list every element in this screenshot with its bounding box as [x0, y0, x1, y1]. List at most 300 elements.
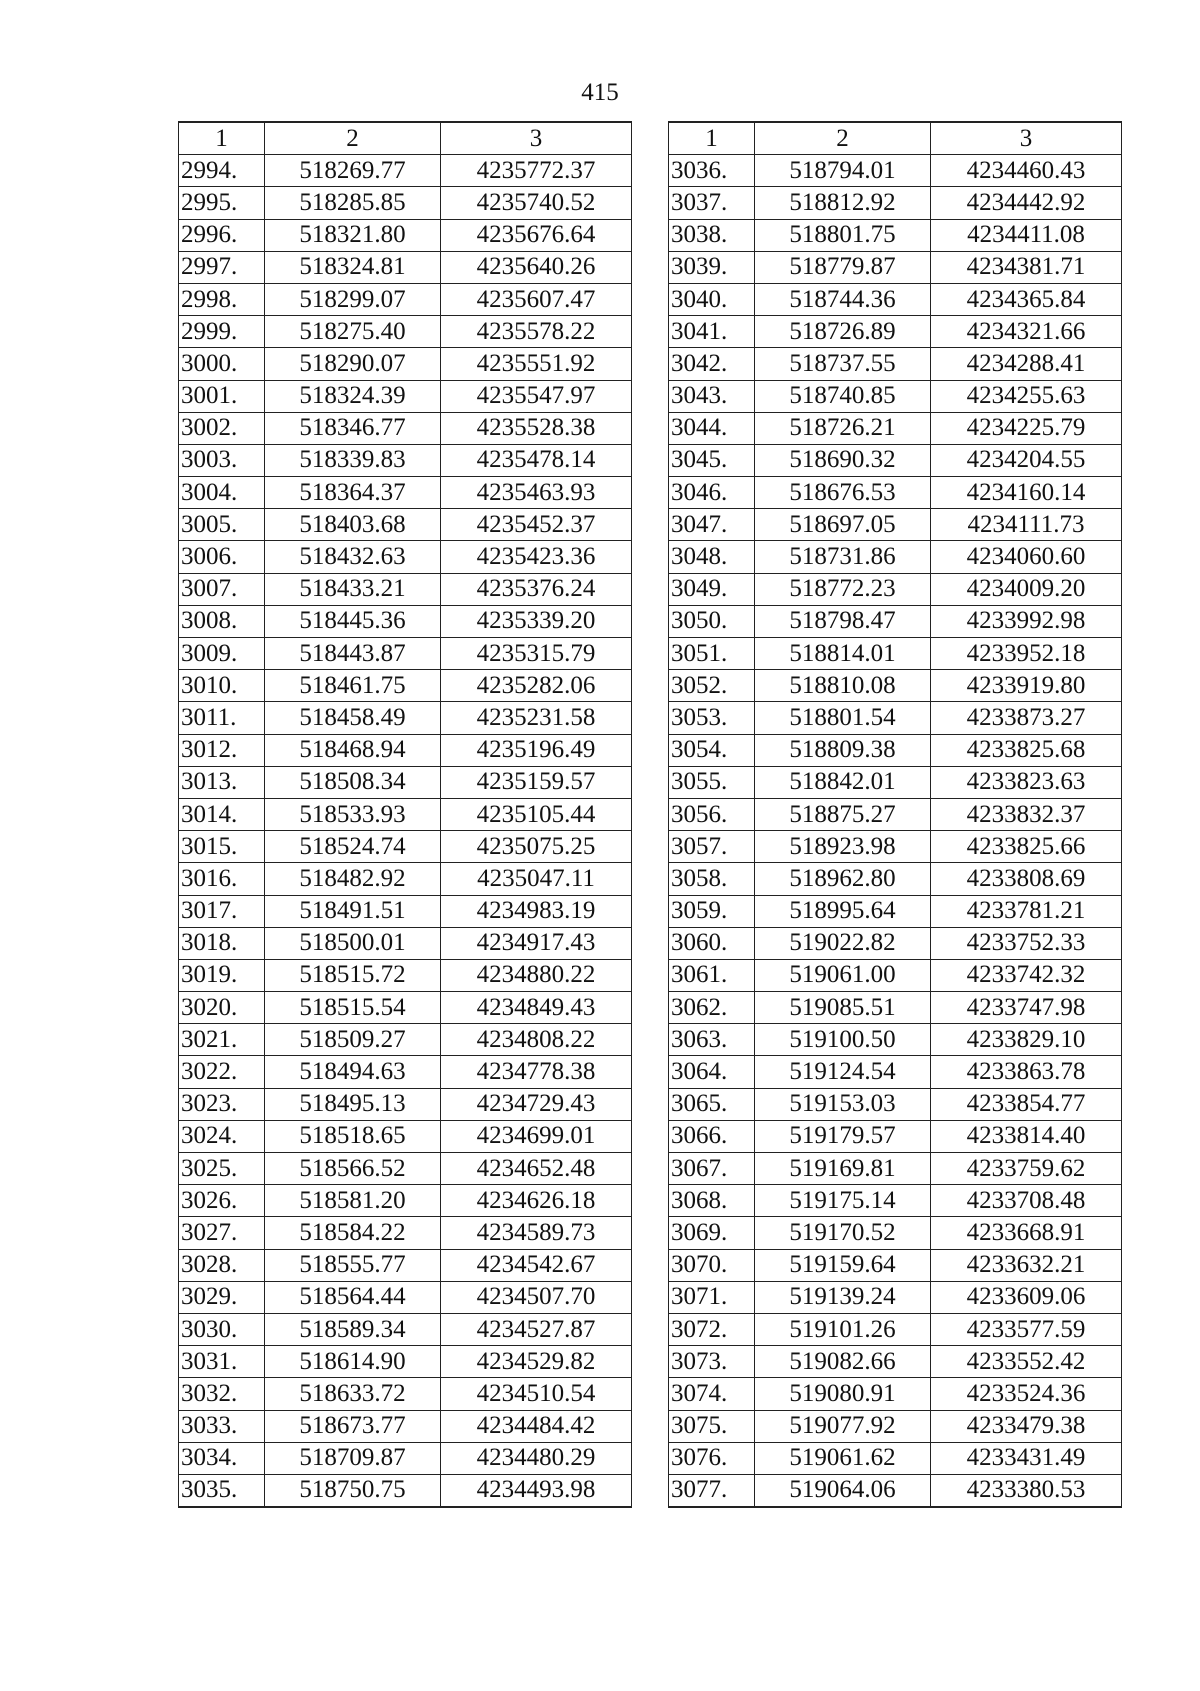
table-header-row: [179, 122, 632, 155]
point-number-cell: 3041.: [669, 316, 755, 348]
x-coordinate-cell: 518750.75: [265, 1474, 441, 1507]
y-coordinate-cell: 4234542.67: [441, 1249, 632, 1281]
y-coordinate-cell: 4234849.43: [441, 992, 632, 1024]
x-coordinate-cell: 518633.72: [265, 1378, 441, 1410]
y-coordinate-cell: 4235159.57: [441, 766, 632, 798]
x-coordinate-cell: 519170.52: [755, 1217, 931, 1249]
y-coordinate-cell: 4235423.36: [441, 541, 632, 573]
y-coordinate-cell: 4234160.14: [931, 477, 1122, 509]
table-row: [179, 1120, 632, 1152]
point-number-cell: 3030.: [179, 1313, 265, 1345]
point-number-cell: 2996.: [179, 219, 265, 251]
table-row: [669, 412, 1122, 444]
y-coordinate-cell: 4234225.79: [931, 412, 1122, 444]
y-coordinate-cell: 4235640.26: [441, 251, 632, 283]
y-coordinate-cell: 4233668.91: [931, 1217, 1122, 1249]
table-row: [179, 992, 632, 1024]
column-header-number: 1: [669, 122, 755, 155]
point-number-cell: 3004.: [179, 477, 265, 509]
x-coordinate-cell: 518709.87: [265, 1442, 441, 1474]
point-number-cell: 2999.: [179, 316, 265, 348]
y-coordinate-cell: 4233854.77: [931, 1088, 1122, 1120]
y-coordinate-cell: 4235282.06: [441, 670, 632, 702]
y-coordinate-cell: 4233759.62: [931, 1153, 1122, 1185]
point-number-cell: 3013.: [179, 766, 265, 798]
table-row: [179, 1185, 632, 1217]
y-coordinate-cell: 4234699.01: [441, 1120, 632, 1152]
x-coordinate-cell: 518458.49: [265, 702, 441, 734]
table-row: [669, 863, 1122, 895]
y-coordinate-cell: 4235463.93: [441, 477, 632, 509]
y-coordinate-cell: 4234442.92: [931, 187, 1122, 219]
y-coordinate-cell: 4235528.38: [441, 412, 632, 444]
point-number-cell: 3012.: [179, 734, 265, 766]
table-row: [669, 219, 1122, 251]
table-row: [669, 1249, 1122, 1281]
x-coordinate-cell: 519101.26: [755, 1313, 931, 1345]
y-coordinate-cell: 4235047.11: [441, 863, 632, 895]
table-row: [669, 638, 1122, 670]
point-number-cell: 3027.: [179, 1217, 265, 1249]
y-coordinate-cell: 4234480.29: [441, 1442, 632, 1474]
x-coordinate-cell: 519139.24: [755, 1281, 931, 1313]
x-coordinate-cell: 518555.77: [265, 1249, 441, 1281]
y-coordinate-cell: 4235772.37: [441, 155, 632, 187]
table-row: [669, 1217, 1122, 1249]
x-coordinate-cell: 518962.80: [755, 863, 931, 895]
column-header-y: 3: [441, 122, 632, 155]
point-number-cell: 3063.: [669, 1024, 755, 1056]
x-coordinate-cell: 518524.74: [265, 831, 441, 863]
y-coordinate-cell: 4233808.69: [931, 863, 1122, 895]
table-row: [179, 251, 632, 283]
table-row: [179, 348, 632, 380]
table-row: [669, 1313, 1122, 1345]
y-coordinate-cell: 4233919.80: [931, 670, 1122, 702]
x-coordinate-cell: 518614.90: [265, 1346, 441, 1378]
x-coordinate-cell: 518433.21: [265, 573, 441, 605]
y-coordinate-cell: 4234589.73: [441, 1217, 632, 1249]
y-coordinate-cell: 4234484.42: [441, 1410, 632, 1442]
table-row: [669, 348, 1122, 380]
y-coordinate-cell: 4234009.20: [931, 573, 1122, 605]
table-row: [179, 734, 632, 766]
table-row: [669, 766, 1122, 798]
table-row: [669, 895, 1122, 927]
table-row: [669, 1378, 1122, 1410]
column-header-number: 1: [179, 122, 265, 155]
point-number-cell: 2995.: [179, 187, 265, 219]
x-coordinate-cell: 518812.92: [755, 187, 931, 219]
y-coordinate-cell: 4234778.38: [441, 1056, 632, 1088]
table-row: [179, 605, 632, 637]
point-number-cell: 3067.: [669, 1153, 755, 1185]
y-coordinate-cell: 4233825.66: [931, 831, 1122, 863]
point-number-cell: 3022.: [179, 1056, 265, 1088]
x-coordinate-cell: 519061.00: [755, 959, 931, 991]
table-row: [179, 831, 632, 863]
x-coordinate-cell: 518533.93: [265, 798, 441, 830]
point-number-cell: 3005.: [179, 509, 265, 541]
x-coordinate-cell: 519085.51: [755, 992, 931, 1024]
x-coordinate-cell: 518809.38: [755, 734, 931, 766]
point-number-cell: 2997.: [179, 251, 265, 283]
point-number-cell: 3031.: [179, 1346, 265, 1378]
point-number-cell: 3028.: [179, 1249, 265, 1281]
point-number-cell: 3071.: [669, 1281, 755, 1313]
x-coordinate-cell: 518495.13: [265, 1088, 441, 1120]
y-coordinate-cell: 4235452.37: [441, 509, 632, 541]
table-row: [669, 734, 1122, 766]
point-number-cell: 2994.: [179, 155, 265, 187]
table-row: [669, 380, 1122, 412]
table-row: [669, 1474, 1122, 1507]
point-number-cell: 3058.: [669, 863, 755, 895]
x-coordinate-cell: 518509.27: [265, 1024, 441, 1056]
table-row: [669, 1346, 1122, 1378]
table-row: [669, 1024, 1122, 1056]
point-number-cell: 3044.: [669, 412, 755, 444]
point-number-cell: 3032.: [179, 1378, 265, 1410]
x-coordinate-cell: 518731.86: [755, 541, 931, 573]
x-coordinate-cell: 518697.05: [755, 509, 931, 541]
x-coordinate-cell: 518285.85: [265, 187, 441, 219]
y-coordinate-cell: 4233952.18: [931, 638, 1122, 670]
x-coordinate-cell: 519080.91: [755, 1378, 931, 1410]
table-row: [179, 541, 632, 573]
y-coordinate-cell: 4233742.32: [931, 959, 1122, 991]
table-row: [669, 1088, 1122, 1120]
table-row: [669, 509, 1122, 541]
x-coordinate-cell: 519175.14: [755, 1185, 931, 1217]
x-coordinate-cell: 518482.92: [265, 863, 441, 895]
point-number-cell: 3048.: [669, 541, 755, 573]
x-coordinate-cell: 518810.08: [755, 670, 931, 702]
point-number-cell: 3062.: [669, 992, 755, 1024]
y-coordinate-cell: 4234493.98: [441, 1474, 632, 1507]
x-coordinate-cell: 518445.36: [265, 605, 441, 637]
coordinates-table-left: [178, 121, 632, 1508]
y-coordinate-cell: 4233609.06: [931, 1281, 1122, 1313]
x-coordinate-cell: 518443.87: [265, 638, 441, 670]
table-row: [179, 573, 632, 605]
x-coordinate-cell: 519064.06: [755, 1474, 931, 1507]
y-coordinate-cell: 4234808.22: [441, 1024, 632, 1056]
point-number-cell: 3020.: [179, 992, 265, 1024]
y-coordinate-cell: 4234204.55: [931, 444, 1122, 476]
x-coordinate-cell: 518290.07: [265, 348, 441, 380]
point-number-cell: 3009.: [179, 638, 265, 670]
point-number-cell: 3036.: [669, 155, 755, 187]
y-coordinate-cell: 4233823.63: [931, 766, 1122, 798]
x-coordinate-cell: 518737.55: [755, 348, 931, 380]
x-coordinate-cell: 518740.85: [755, 380, 931, 412]
table-row: [669, 187, 1122, 219]
x-coordinate-cell: 518726.21: [755, 412, 931, 444]
table-row: [179, 219, 632, 251]
y-coordinate-cell: 4234365.84: [931, 283, 1122, 315]
x-coordinate-cell: 518321.80: [265, 219, 441, 251]
table-row: [669, 927, 1122, 959]
table-row: [669, 959, 1122, 991]
point-number-cell: 3060.: [669, 927, 755, 959]
point-number-cell: 3019.: [179, 959, 265, 991]
point-number-cell: 3075.: [669, 1410, 755, 1442]
table-row: [669, 573, 1122, 605]
point-number-cell: 3076.: [669, 1442, 755, 1474]
y-coordinate-cell: 4235231.58: [441, 702, 632, 734]
table-row: [669, 605, 1122, 637]
table-row: [669, 541, 1122, 573]
y-coordinate-cell: 4234111.73: [931, 509, 1122, 541]
table-row: [669, 798, 1122, 830]
y-coordinate-cell: 4234652.48: [441, 1153, 632, 1185]
point-number-cell: 3057.: [669, 831, 755, 863]
column-header-x: 2: [265, 122, 441, 155]
x-coordinate-cell: 518566.52: [265, 1153, 441, 1185]
table-row: [669, 283, 1122, 315]
point-number-cell: 3015.: [179, 831, 265, 863]
point-number-cell: 3061.: [669, 959, 755, 991]
point-number-cell: 3026.: [179, 1185, 265, 1217]
x-coordinate-cell: 518779.87: [755, 251, 931, 283]
point-number-cell: 3002.: [179, 412, 265, 444]
y-coordinate-cell: 4233781.21: [931, 895, 1122, 927]
x-coordinate-cell: 518364.37: [265, 477, 441, 509]
table-row: [669, 992, 1122, 1024]
table-header-row: [669, 122, 1122, 155]
y-coordinate-cell: 4233632.21: [931, 1249, 1122, 1281]
point-number-cell: 3074.: [669, 1378, 755, 1410]
y-coordinate-cell: 4234983.19: [441, 895, 632, 927]
table-row: [669, 1153, 1122, 1185]
page-number: 415: [581, 79, 619, 106]
point-number-cell: 3073.: [669, 1346, 755, 1378]
point-number-cell: 3011.: [179, 702, 265, 734]
point-number-cell: 3029.: [179, 1281, 265, 1313]
table-row: [669, 155, 1122, 187]
point-number-cell: 3055.: [669, 766, 755, 798]
point-number-cell: 3069.: [669, 1217, 755, 1249]
y-coordinate-cell: 4234460.43: [931, 155, 1122, 187]
x-coordinate-cell: 518584.22: [265, 1217, 441, 1249]
y-coordinate-cell: 4235196.49: [441, 734, 632, 766]
table-row: [669, 1281, 1122, 1313]
y-coordinate-cell: 4233524.36: [931, 1378, 1122, 1410]
x-coordinate-cell: 519061.62: [755, 1442, 931, 1474]
x-coordinate-cell: 518346.77: [265, 412, 441, 444]
x-coordinate-cell: 518581.20: [265, 1185, 441, 1217]
table-row: [179, 412, 632, 444]
table-row: [669, 1056, 1122, 1088]
table-row: [179, 1410, 632, 1442]
y-coordinate-cell: 4234880.22: [441, 959, 632, 991]
x-coordinate-cell: 519179.57: [755, 1120, 931, 1152]
y-coordinate-cell: 4234626.18: [441, 1185, 632, 1217]
x-coordinate-cell: 518744.36: [755, 283, 931, 315]
table-row: [179, 798, 632, 830]
x-coordinate-cell: 519022.82: [755, 927, 931, 959]
table-row: [179, 1474, 632, 1507]
y-coordinate-cell: 4234527.87: [441, 1313, 632, 1345]
table-row: [179, 1056, 632, 1088]
table-row: [179, 1378, 632, 1410]
point-number-cell: 3000.: [179, 348, 265, 380]
point-number-cell: 3045.: [669, 444, 755, 476]
x-coordinate-cell: 518500.01: [265, 927, 441, 959]
table-row: [669, 702, 1122, 734]
x-coordinate-cell: 519124.54: [755, 1056, 931, 1088]
point-number-cell: 3066.: [669, 1120, 755, 1152]
x-coordinate-cell: 518403.68: [265, 509, 441, 541]
point-number-cell: 3043.: [669, 380, 755, 412]
y-coordinate-cell: 4235578.22: [441, 316, 632, 348]
table-row: [179, 702, 632, 734]
x-coordinate-cell: 518842.01: [755, 766, 931, 798]
point-number-cell: 3046.: [669, 477, 755, 509]
y-coordinate-cell: 4235676.64: [441, 219, 632, 251]
x-coordinate-cell: 518995.64: [755, 895, 931, 927]
column-header-y: 3: [931, 122, 1122, 155]
table-row: [179, 187, 632, 219]
y-coordinate-cell: 4234507.70: [441, 1281, 632, 1313]
table-row: [669, 831, 1122, 863]
y-coordinate-cell: 4235315.79: [441, 638, 632, 670]
point-number-cell: 3007.: [179, 573, 265, 605]
x-coordinate-cell: 518339.83: [265, 444, 441, 476]
point-number-cell: 3040.: [669, 283, 755, 315]
table-row: [179, 1088, 632, 1120]
table-row: [179, 444, 632, 476]
y-coordinate-cell: 4234288.41: [931, 348, 1122, 380]
point-number-cell: 3021.: [179, 1024, 265, 1056]
y-coordinate-cell: 4233708.48: [931, 1185, 1122, 1217]
table-row: [669, 1185, 1122, 1217]
point-number-cell: 3014.: [179, 798, 265, 830]
x-coordinate-cell: 518275.40: [265, 316, 441, 348]
point-number-cell: 3018.: [179, 927, 265, 959]
point-number-cell: 3010.: [179, 670, 265, 702]
point-number-cell: 3024.: [179, 1120, 265, 1152]
y-coordinate-cell: 4234381.71: [931, 251, 1122, 283]
x-coordinate-cell: 518772.23: [755, 573, 931, 605]
table-row: [179, 863, 632, 895]
table-row: [179, 1281, 632, 1313]
point-number-cell: 3035.: [179, 1474, 265, 1507]
y-coordinate-cell: 4235607.47: [441, 283, 632, 315]
x-coordinate-cell: 519153.03: [755, 1088, 931, 1120]
point-number-cell: 3016.: [179, 863, 265, 895]
table-row: [669, 1442, 1122, 1474]
x-coordinate-cell: 518494.63: [265, 1056, 441, 1088]
x-coordinate-cell: 518468.94: [265, 734, 441, 766]
x-coordinate-cell: 518461.75: [265, 670, 441, 702]
x-coordinate-cell: 519077.92: [755, 1410, 931, 1442]
point-number-cell: 3052.: [669, 670, 755, 702]
y-coordinate-cell: 4233747.98: [931, 992, 1122, 1024]
y-coordinate-cell: 4234529.82: [441, 1346, 632, 1378]
y-coordinate-cell: 4233552.42: [931, 1346, 1122, 1378]
point-number-cell: 3042.: [669, 348, 755, 380]
point-number-cell: 3056.: [669, 798, 755, 830]
y-coordinate-cell: 4233863.78: [931, 1056, 1122, 1088]
point-number-cell: 3077.: [669, 1474, 755, 1507]
column-header-x: 2: [755, 122, 931, 155]
x-coordinate-cell: 518515.54: [265, 992, 441, 1024]
point-number-cell: 3003.: [179, 444, 265, 476]
x-coordinate-cell: 518676.53: [755, 477, 931, 509]
x-coordinate-cell: 518324.39: [265, 380, 441, 412]
y-coordinate-cell: 4234255.63: [931, 380, 1122, 412]
y-coordinate-cell: 4235740.52: [441, 187, 632, 219]
point-number-cell: 3017.: [179, 895, 265, 927]
table-row: [179, 509, 632, 541]
point-number-cell: 3054.: [669, 734, 755, 766]
x-coordinate-cell: 518589.34: [265, 1313, 441, 1345]
x-coordinate-cell: 519082.66: [755, 1346, 931, 1378]
y-coordinate-cell: 4233873.27: [931, 702, 1122, 734]
coordinates-table-right: [668, 121, 1122, 1508]
point-number-cell: 3070.: [669, 1249, 755, 1281]
y-coordinate-cell: 4235339.20: [441, 605, 632, 637]
x-coordinate-cell: 518923.98: [755, 831, 931, 863]
point-number-cell: 3006.: [179, 541, 265, 573]
table-row: [179, 895, 632, 927]
x-coordinate-cell: 519159.64: [755, 1249, 931, 1281]
table-row: [669, 251, 1122, 283]
y-coordinate-cell: 4233431.49: [931, 1442, 1122, 1474]
x-coordinate-cell: 518794.01: [755, 155, 931, 187]
x-coordinate-cell: 519169.81: [755, 1153, 931, 1185]
table-row: [669, 1120, 1122, 1152]
table-row: [179, 1346, 632, 1378]
y-coordinate-cell: 4235376.24: [441, 573, 632, 605]
x-coordinate-cell: 518801.75: [755, 219, 931, 251]
x-coordinate-cell: 518814.01: [755, 638, 931, 670]
point-number-cell: 3059.: [669, 895, 755, 927]
x-coordinate-cell: 518564.44: [265, 1281, 441, 1313]
point-number-cell: 3023.: [179, 1088, 265, 1120]
point-number-cell: 3039.: [669, 251, 755, 283]
point-number-cell: 3065.: [669, 1088, 755, 1120]
point-number-cell: 3037.: [669, 187, 755, 219]
x-coordinate-cell: 518673.77: [265, 1410, 441, 1442]
table-row: [669, 477, 1122, 509]
y-coordinate-cell: 4233992.98: [931, 605, 1122, 637]
table-row: [179, 959, 632, 991]
y-coordinate-cell: 4235551.92: [441, 348, 632, 380]
x-coordinate-cell: 518515.72: [265, 959, 441, 991]
y-coordinate-cell: 4235547.97: [441, 380, 632, 412]
table-row: [179, 927, 632, 959]
point-number-cell: 3053.: [669, 702, 755, 734]
table-row: [179, 283, 632, 315]
x-coordinate-cell: 518508.34: [265, 766, 441, 798]
table-row: [179, 477, 632, 509]
point-number-cell: 3072.: [669, 1313, 755, 1345]
point-number-cell: 3064.: [669, 1056, 755, 1088]
x-coordinate-cell: 518875.27: [755, 798, 931, 830]
table-row: [669, 444, 1122, 476]
point-number-cell: 3033.: [179, 1410, 265, 1442]
y-coordinate-cell: 4233752.33: [931, 927, 1122, 959]
y-coordinate-cell: 4233577.59: [931, 1313, 1122, 1345]
table-row: [669, 316, 1122, 348]
table-row: [179, 316, 632, 348]
y-coordinate-cell: 4233479.38: [931, 1410, 1122, 1442]
point-number-cell: 3001.: [179, 380, 265, 412]
x-coordinate-cell: 518690.32: [755, 444, 931, 476]
